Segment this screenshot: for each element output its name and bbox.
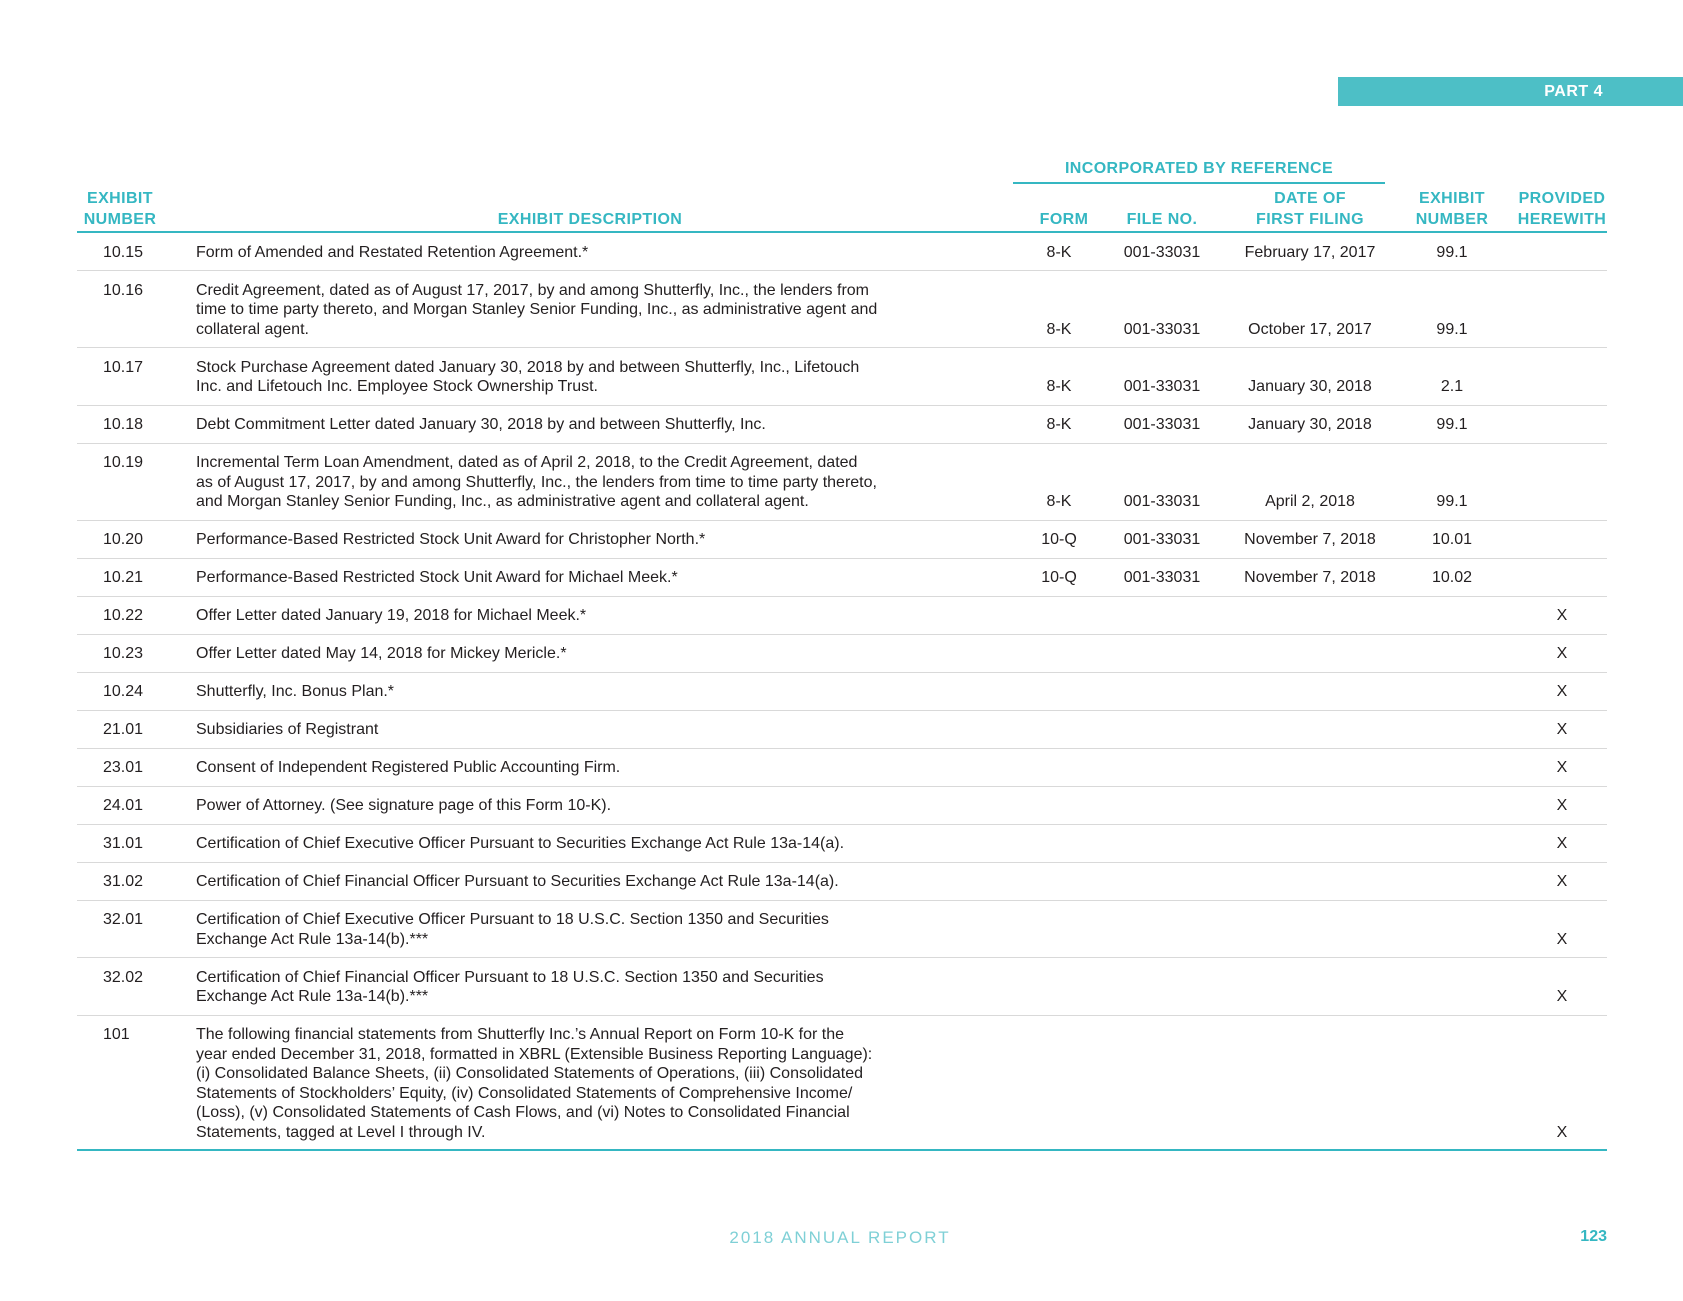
date-cell: February 17, 2017 (1244, 243, 1376, 261)
exhibit-number-cell: 10.19 (103, 454, 144, 471)
table-row (77, 348, 1607, 406)
form-cell: 8-K (1046, 416, 1072, 433)
exhibit-number-cell: 10.21 (103, 569, 144, 586)
date-cell: November 7, 2018 (1244, 531, 1376, 548)
exhibit-number-cell: 21.01 (103, 721, 144, 738)
exhibit-number-cell: 31.01 (103, 835, 144, 852)
exhibit-description-cell: Shutterfly, Inc. Bonus Plan.* (196, 683, 395, 700)
file-no-cell: 001-33031 (1123, 493, 1201, 510)
table-row (77, 233, 1607, 271)
file-no-cell: 001-33031 (1123, 243, 1201, 261)
part-tab: PART 4 (1338, 77, 1683, 106)
exhibit-number-cell: 10.24 (103, 683, 144, 700)
provided-herewith-cell: X (1556, 683, 1568, 700)
page-number: 123 (1580, 1228, 1607, 1245)
table-row (77, 444, 1607, 521)
date-cell: January 30, 2018 (1248, 416, 1372, 433)
exhibit-description-cell: Subsidiaries of Registrant (196, 721, 379, 738)
footer-title: 2018 ANNUAL REPORT (729, 1228, 951, 1247)
exhibit-number-cell: 32.02 (103, 968, 144, 986)
file-no-cell: 001-33031 (1123, 531, 1201, 548)
exhibit-number-cell: 101 (103, 1026, 130, 1043)
exhibit-number-ref-header: EXHIBIT NUMBER (1415, 190, 1489, 228)
table-row (77, 673, 1607, 711)
table-row (77, 749, 1607, 787)
form-cell: 10-Q (1041, 531, 1077, 548)
file-no-cell: 001-33031 (1123, 378, 1201, 395)
provided-herewith-cell: X (1556, 930, 1568, 948)
exhibit-number-cell: 10.23 (103, 645, 144, 662)
exhibit-number-cell: 10.16 (103, 281, 144, 299)
exhibit-description-cell: Offer Letter dated January 19, 2018 for Michael Meek.* (196, 607, 587, 624)
exhibit-number-cell: 10.15 (103, 243, 144, 261)
table-row (77, 901, 1607, 959)
incorporated-by-reference-header: INCORPORATED BY REFERENCE (1064, 160, 1334, 177)
exhibit-description-cell: Certification of Chief Financial Officer Pursuant to Securities Exchange Act Rule 13a-14(a). (196, 873, 839, 890)
exhibit-description-cell: Debt Commitment Letter dated January 30, 2018 by and between Shutterfly, Inc. (196, 416, 766, 433)
exhibit-table (77, 233, 1607, 1151)
provided-herewith-cell: X (1556, 873, 1568, 890)
exhibit-ref-cell: 2.1 (1440, 378, 1464, 395)
exhibit-number-cell: 23.01 (103, 759, 144, 776)
exhibit-description-cell: Credit Agreement, dated as of August 17, 2017, by and among Shutterfly, Inc., the lenders from time to time party thereto, and Morgan Stanley Senior Funding, Inc., as administrative agent and collateral agent. (196, 281, 878, 338)
exhibit-description-cell: The following financial statements from Shutterfly Inc.’s Annual Report on Form 10-K for the year ended December 31, 2018, formatted in XBRL (Extensible Business Reporting Language): (i) Consolidated Balance Sheets, (ii) Consolidated Statements of Operations, (iii) Consolidated Statements of Stockholders’ Equity, (iv) Consolidated Statements of Comprehensive Income/ (Loss), (v) Consolidated Statements of Cash Flows, and (vi) Notes to Consolidated Financial Statements, tagged at Level I through IV. (196, 1026, 873, 1141)
provided-herewith-cell: X (1556, 835, 1568, 852)
table-row (77, 559, 1607, 597)
exhibit-ref-cell: 10.01 (1431, 531, 1473, 548)
exhibit-ref-cell: 10.02 (1431, 569, 1473, 586)
file-no-header: FILE NO. (1126, 211, 1198, 228)
exhibit-description-cell: Certification of Chief Executive Officer Pursuant to 18 U.S.C. Section 1350 and Securities Exchange Act Rule 13a-14(b).*** (196, 911, 829, 948)
table-row (77, 406, 1607, 444)
table-row (77, 521, 1607, 559)
exhibit-description-cell: Offer Letter dated May 14, 2018 for Mickey Mericle.* (196, 645, 567, 662)
table-row (77, 597, 1607, 635)
exhibit-number-cell: 10.18 (103, 416, 144, 433)
provided-herewith-cell: X (1556, 988, 1568, 1005)
form-header: FORM (1039, 211, 1089, 228)
date-cell: November 7, 2018 (1244, 569, 1376, 586)
date-cell: October 17, 2017 (1248, 320, 1372, 338)
provided-herewith-cell: X (1556, 759, 1568, 776)
exhibit-description-cell: Certification of Chief Financial Officer Pursuant to 18 U.S.C. Section 1350 and Securities Exchange Act Rule 13a-14(b).*** (196, 968, 824, 1005)
exhibit-number-cell: 24.01 (103, 797, 144, 814)
exhibit-description-cell: Stock Purchase Agreement dated January 30, 2018 by and between Shutterfly, Inc., Lifetouch Inc. and Lifetouch Inc. Employee Stock Ownership Trust. (196, 358, 860, 395)
provided-herewith-cell: X (1556, 797, 1568, 814)
exhibit-description-cell: Power of Attorney. (See signature page of this Form 10-K). (196, 797, 612, 814)
exhibit-description-cell: Performance-Based Restricted Stock Unit Award for Christopher North.* (196, 531, 706, 548)
exhibit-number-cell: 32.01 (103, 911, 144, 928)
date-cell: January 30, 2018 (1248, 378, 1372, 395)
exhibit-number-cell: 10.20 (103, 531, 144, 548)
exhibit-description-cell: Consent of Independent Registered Public Accounting Firm. (196, 759, 621, 776)
exhibit-description-cell: Performance-Based Restricted Stock Unit Award for Michael Meek.* (196, 569, 678, 586)
table-row (77, 863, 1607, 901)
exhibit-description-cell: Certification of Chief Executive Officer Pursuant to Securities Exchange Act Rule 13a-14(a). (196, 835, 845, 852)
form-cell: 8-K (1046, 243, 1072, 261)
file-no-cell: 001-33031 (1123, 569, 1201, 586)
table-row (77, 787, 1607, 825)
exhibit-ref-cell: 99.1 (1436, 416, 1468, 433)
file-no-cell: 001-33031 (1123, 320, 1201, 338)
exhibit-number-header: EXHIBIT NUMBER (83, 190, 157, 228)
table-row (77, 711, 1607, 749)
table-row (77, 1016, 1607, 1152)
table-row (77, 958, 1607, 1016)
form-cell: 8-K (1046, 320, 1072, 338)
provided-herewith-cell: X (1556, 721, 1568, 738)
table-row (77, 271, 1607, 348)
exhibit-number-cell: 31.02 (103, 873, 144, 890)
table-row (77, 635, 1607, 673)
exhibit-number-cell: 10.17 (103, 358, 144, 376)
file-no-cell: 001-33031 (1123, 416, 1201, 433)
provided-herewith-cell: X (1556, 645, 1568, 662)
provided-herewith-header: PROVIDED HEREWITH (1517, 190, 1607, 228)
form-cell: 8-K (1046, 493, 1072, 510)
date-cell: April 2, 2018 (1265, 493, 1355, 510)
date-first-filing-header: DATE OF FIRST FILING (1256, 190, 1364, 228)
exhibit-description-cell: Form of Amended and Restated Retention Agreement.* (196, 243, 589, 261)
exhibit-description-cell: Incremental Term Loan Amendment, dated as of April 2, 2018, to the Credit Agreement, dated as of August 17, 2017, by and among Shutterfly, Inc., the lenders from time to time party thereto, and Morgan Stanley Senior Funding, Inc., as administrative agent and collateral agent. (196, 454, 877, 510)
table-row (77, 825, 1607, 863)
incorporated-header-rule (1013, 182, 1385, 184)
exhibit-number-cell: 10.22 (103, 607, 144, 624)
form-cell: 10-Q (1041, 569, 1077, 586)
exhibit-ref-cell: 99.1 (1436, 493, 1468, 510)
exhibit-ref-cell: 99.1 (1436, 243, 1468, 261)
provided-herewith-cell: X (1556, 607, 1568, 624)
form-cell: 8-K (1046, 378, 1072, 395)
provided-herewith-cell: X (1556, 1123, 1568, 1141)
exhibit-description-header: EXHIBIT DESCRIPTION (497, 211, 683, 228)
exhibit-ref-cell: 99.1 (1436, 320, 1468, 338)
